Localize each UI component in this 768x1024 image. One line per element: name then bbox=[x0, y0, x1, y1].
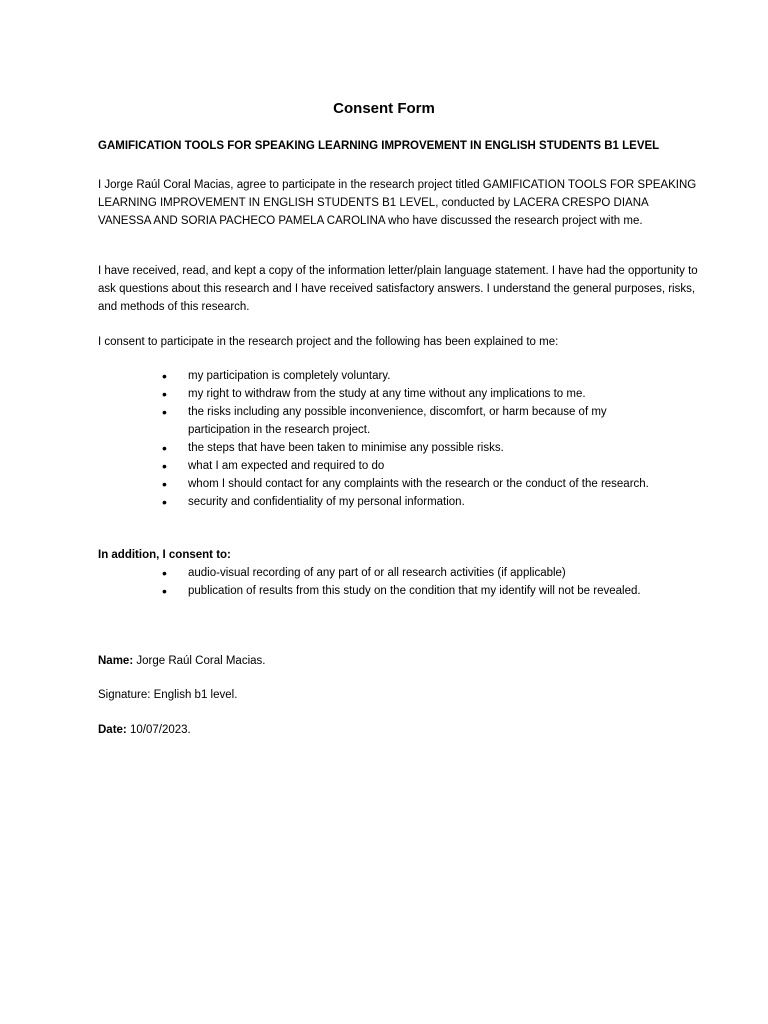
list-item: • publication of results from this study on the condition that my identify will not be revealed. bbox=[162, 582, 662, 600]
research-title-heading: GAMIFICATION TOOLS FOR SPEAKING LEARNING IMPROVEMENT IN ENGLISH STUDENTS B1 LEVEL bbox=[98, 140, 660, 152]
date-field bbox=[98, 721, 191, 739]
signature-field bbox=[98, 686, 237, 704]
name-field bbox=[98, 652, 265, 670]
list-item: • security and confidentiality of my personal information. bbox=[162, 493, 662, 511]
addition-label: In addition, I consent to: bbox=[98, 549, 231, 561]
consent-explained-paragraph: I consent to participate in the research project and the following has been explained to me: bbox=[98, 336, 559, 348]
list-item: • my participation is completely voluntary. bbox=[162, 367, 662, 385]
page-title: Consent Form bbox=[333, 100, 435, 117]
explained-items-list bbox=[162, 367, 662, 511]
list-item: • the risks including any possible inconvenience, discomfort, or harm because of my participation in the research project. bbox=[162, 403, 662, 439]
list-item: • my right to withdraw from the study at any time without any implications to me. bbox=[162, 385, 662, 403]
list-item: • what I am expected and required to do bbox=[162, 457, 662, 475]
addition-items-list bbox=[162, 564, 662, 600]
list-item: • the steps that have been taken to minimise any possible risks. bbox=[162, 439, 662, 457]
list-item: • audio-visual recording of any part of or all research activities (if applicable) bbox=[162, 564, 662, 582]
date-value: 10/07/2023. bbox=[129, 724, 191, 736]
information-received-paragraph: I have received, read, and kept a copy of the information letter/plain language statement. I have had the opportunity to ask questions about this research and I have received satisfactory answers. I understand the general purposes, risks, and methods of this research. bbox=[98, 265, 698, 313]
name-label: Name: bbox=[98, 655, 134, 667]
signature-value: English b1 level. bbox=[153, 689, 238, 701]
list-item: • whom I should contact for any complaints with the research or the conduct of the research. bbox=[162, 475, 662, 493]
date-label: Date: bbox=[98, 724, 127, 736]
signature-label: Signature: bbox=[98, 689, 151, 701]
name-value: Jorge Raúl Coral Macias. bbox=[136, 655, 266, 667]
participant-agreement-paragraph: I Jorge Raúl Coral Macias, agree to participate in the research project titled GAMIFICATION TOOLS FOR SPEAKING LEARNING IMPROVEMENT IN ENGLISH STUDENTS B1 LEVEL, conducted by LACERA CRESPO DIANA VANESSA AND SORIA PACHECO PAMELA CAROLINA who have discussed the research project with me. bbox=[98, 179, 697, 227]
